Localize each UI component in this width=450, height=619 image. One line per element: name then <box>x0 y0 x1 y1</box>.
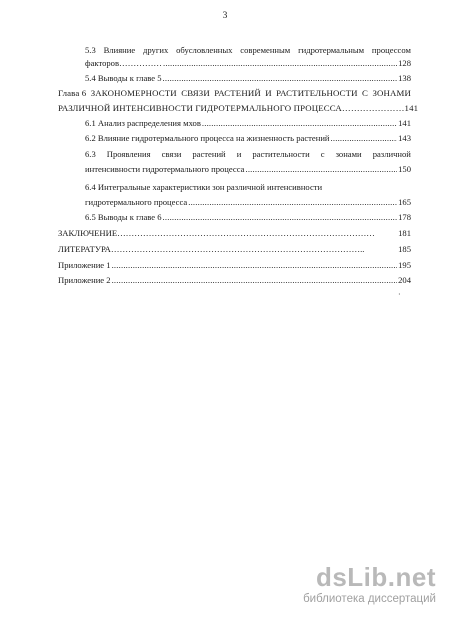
toc-entry-page: 150 <box>398 164 411 174</box>
toc-entry[interactable] <box>58 259 411 271</box>
toc-entry-title: интенсивности гидротермального процесса <box>85 164 245 174</box>
page-number: 3 <box>222 11 228 21</box>
leader-dots <box>188 196 397 208</box>
toc-entry-title: Приложение 1 <box>58 260 111 270</box>
toc-entry-title: 6.1 Анализ распределения мхов <box>85 118 201 128</box>
toc-word: обусловленных <box>176 45 233 55</box>
toc-entry-page: 178 <box>398 212 411 222</box>
toc-entry-title: Приложение 2 <box>58 275 111 285</box>
toc-entry-page: 128 <box>398 58 411 68</box>
toc-word: Проявления <box>106 149 151 159</box>
toc-entry-page: 185 <box>398 244 411 254</box>
leader-dots <box>112 274 398 286</box>
toc-word: гидротермальным <box>298 45 365 55</box>
stray-mark: · <box>398 290 401 299</box>
toc-entry-page: 141 <box>404 103 419 113</box>
toc-entry-title: РАЗЛИЧНОЙ ИНТЕНСИВНОСТИ ГИДРОТЕРМАЛЬНОГО ПРОЦЕССА………………… <box>58 103 405 113</box>
toc-entry[interactable] <box>85 132 411 144</box>
toc-word: С <box>362 88 369 98</box>
toc-word: растений <box>192 149 226 159</box>
leader-dots <box>163 211 398 223</box>
toc-word: 5.3 <box>85 45 96 55</box>
toc-entry-title: ЛИТЕРАТУРА…………………………………………………………………………….. <box>58 244 365 254</box>
toc-entry-page: 141 <box>398 118 411 128</box>
toc-entry[interactable] <box>58 274 411 286</box>
toc-word: и <box>236 149 242 159</box>
toc-entry[interactable] <box>85 163 411 175</box>
toc-word: И <box>265 88 272 98</box>
toc-line-6-4 <box>85 181 411 193</box>
toc-word: ЗОНАМИ <box>372 88 411 98</box>
toc-chapter-6-heading <box>58 87 411 99</box>
toc-word: Глава 6 <box>58 88 87 98</box>
toc-word: зонами <box>335 149 362 159</box>
toc-entry-title: гидротермального процесса <box>85 197 188 207</box>
toc-word: РАСТИТЕЛЬНОСТИ <box>276 88 358 98</box>
toc-entry[interactable] <box>58 102 419 114</box>
toc-entry[interactable] <box>58 227 411 239</box>
leader-dots <box>245 163 397 175</box>
toc-line-6-3 <box>85 148 411 160</box>
toc-word: процессом <box>371 45 411 55</box>
toc-entry[interactable] <box>85 196 411 208</box>
leader-dots <box>112 259 398 271</box>
toc-entry-page: 195 <box>398 260 411 270</box>
watermark-logo: dsLib.net <box>315 562 436 592</box>
toc-line-5-3 <box>85 44 411 56</box>
leader-dots <box>202 117 397 129</box>
toc-word: 6.3 <box>85 149 96 159</box>
toc-entry-title: ЗАКЛЮЧЕНИЕ……………………………………………………………………………… <box>58 228 375 238</box>
toc-word: растительности <box>252 149 310 159</box>
toc-entry[interactable] <box>58 243 411 255</box>
toc-word: РАСТЕНИЙ <box>214 88 261 98</box>
toc-entry[interactable] <box>85 72 411 84</box>
toc-word: связи <box>161 149 182 159</box>
leader-dots <box>331 132 398 144</box>
toc-entry-page: 204 <box>398 275 411 285</box>
toc-word: других <box>143 45 169 55</box>
toc-entry-title: 6.2 Влияние гидротермального процесса на жизненность растений <box>85 133 330 143</box>
toc-entry-title: 6.4 Интегральные характеристики зон различной интенсивности <box>85 182 323 192</box>
watermark <box>303 563 436 605</box>
toc-word: Влияние <box>103 45 136 55</box>
toc-entry[interactable] <box>85 57 411 69</box>
toc-entry-title: факторов…………… <box>85 58 163 68</box>
watermark-subtitle: библиотека диссертаций <box>303 593 436 605</box>
toc-entry-page: 143 <box>398 133 411 143</box>
leader-dots <box>163 72 398 84</box>
leader-dots <box>163 57 397 69</box>
toc-entry-page: 138 <box>398 73 411 83</box>
toc-entry-title: 6.5 Выводы к главе 6 <box>85 212 162 222</box>
toc-entry[interactable] <box>85 117 411 129</box>
toc-entry[interactable] <box>85 211 411 223</box>
toc-word: различной <box>372 149 411 159</box>
toc-word: СВЯЗИ <box>181 88 210 98</box>
toc-entry-page: 181 <box>398 228 411 238</box>
toc-entry-title: 5.4 Выводы к главе 5 <box>85 73 162 83</box>
toc-word: ЗАКОНОМЕРНОСТИ <box>90 88 177 98</box>
toc-word: современным <box>240 45 291 55</box>
toc-entry-page: 165 <box>398 197 411 207</box>
toc-word: с <box>320 149 325 159</box>
